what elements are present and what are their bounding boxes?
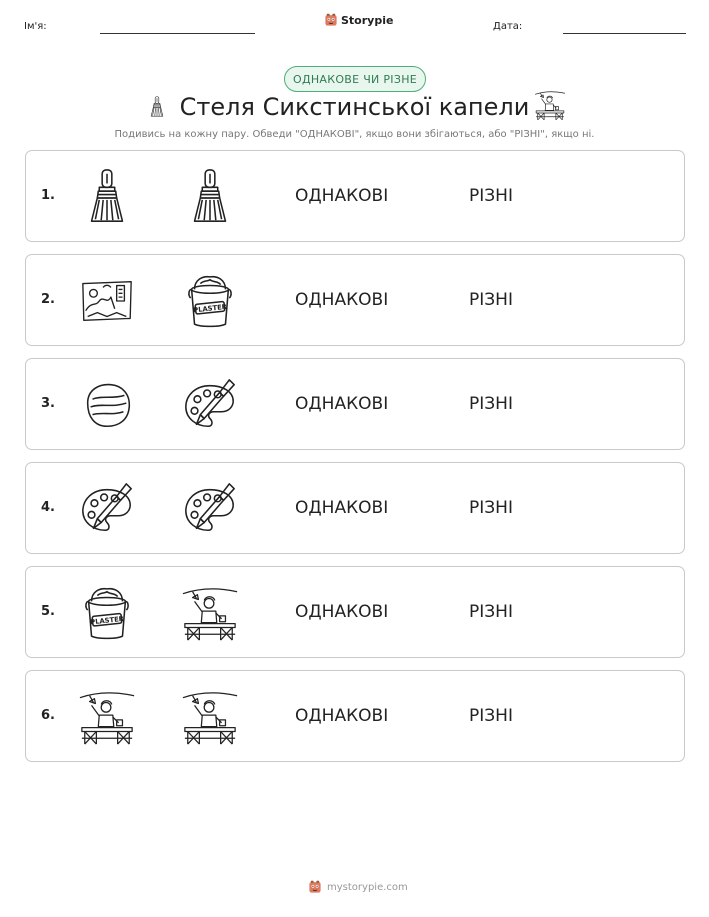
- same-option[interactable]: ОДНАКОВІ: [295, 290, 389, 310]
- activity-tag: ОДНАКОВЕ ЧИ РІЗНЕ: [284, 66, 426, 92]
- plaster-bucket-icon: [78, 583, 136, 643]
- question-row-1: [25, 150, 685, 242]
- different-option[interactable]: РІЗНІ: [469, 706, 513, 726]
- brand-logo: [324, 13, 393, 27]
- different-option[interactable]: РІЗНІ: [469, 498, 513, 518]
- question-number: 5.: [41, 604, 55, 619]
- different-option[interactable]: РІЗНІ: [469, 602, 513, 622]
- painter-on-scaffold-icon: [78, 687, 136, 747]
- same-option[interactable]: ОДНАКОВІ: [295, 602, 389, 622]
- different-option[interactable]: РІЗНІ: [469, 290, 513, 310]
- storypie-logo-icon: [308, 880, 322, 894]
- question-row-4: [25, 462, 685, 554]
- palette-icon: [78, 479, 136, 539]
- plaster-lump-icon: [78, 375, 136, 435]
- paintbrush-icon: [181, 167, 239, 227]
- name-field-line[interactable]: [100, 33, 255, 34]
- same-option[interactable]: ОДНАКОВІ: [295, 186, 389, 206]
- name-label: Ім'я:: [24, 21, 47, 32]
- different-option[interactable]: РІЗНІ: [469, 394, 513, 414]
- fresco-panel-icon: [78, 271, 136, 331]
- plaster-bucket-icon: [181, 271, 239, 331]
- question-row-6: [25, 670, 685, 762]
- question-number: 1.: [41, 188, 55, 203]
- date-label: Дата:: [493, 21, 523, 32]
- question-row-5: [25, 566, 685, 658]
- question-number: 6.: [41, 708, 55, 723]
- question-row-3: [25, 358, 685, 450]
- painter-on-scaffold-icon: [534, 88, 566, 122]
- same-option[interactable]: ОДНАКОВІ: [295, 706, 389, 726]
- same-option[interactable]: ОДНАКОВІ: [295, 394, 389, 414]
- storypie-logo-icon: [324, 13, 338, 27]
- date-field-line[interactable]: [563, 33, 686, 34]
- page-title: Стеля Сикстинської капели: [179, 93, 530, 121]
- question-row-2: [25, 254, 685, 346]
- instructions: Подивись на кожну пару. Обведи "ОДНАКОВІ", якщо вони збігаються, або "РІЗНІ", якщо ні.: [114, 129, 595, 140]
- different-option[interactable]: РІЗНІ: [469, 186, 513, 206]
- painter-on-scaffold-icon: [181, 583, 239, 643]
- same-option[interactable]: ОДНАКОВІ: [295, 498, 389, 518]
- footer-url[interactable]: mystorypie.com: [327, 881, 408, 893]
- palette-icon: [181, 375, 239, 435]
- question-number: 2.: [41, 292, 55, 307]
- palette-icon: [181, 479, 239, 539]
- paintbrush-icon: [78, 167, 136, 227]
- painter-on-scaffold-icon: [181, 687, 239, 747]
- footer: [308, 880, 408, 894]
- question-number: 4.: [41, 500, 55, 515]
- question-number: 3.: [41, 396, 55, 411]
- brand-name: Storypie: [341, 13, 394, 27]
